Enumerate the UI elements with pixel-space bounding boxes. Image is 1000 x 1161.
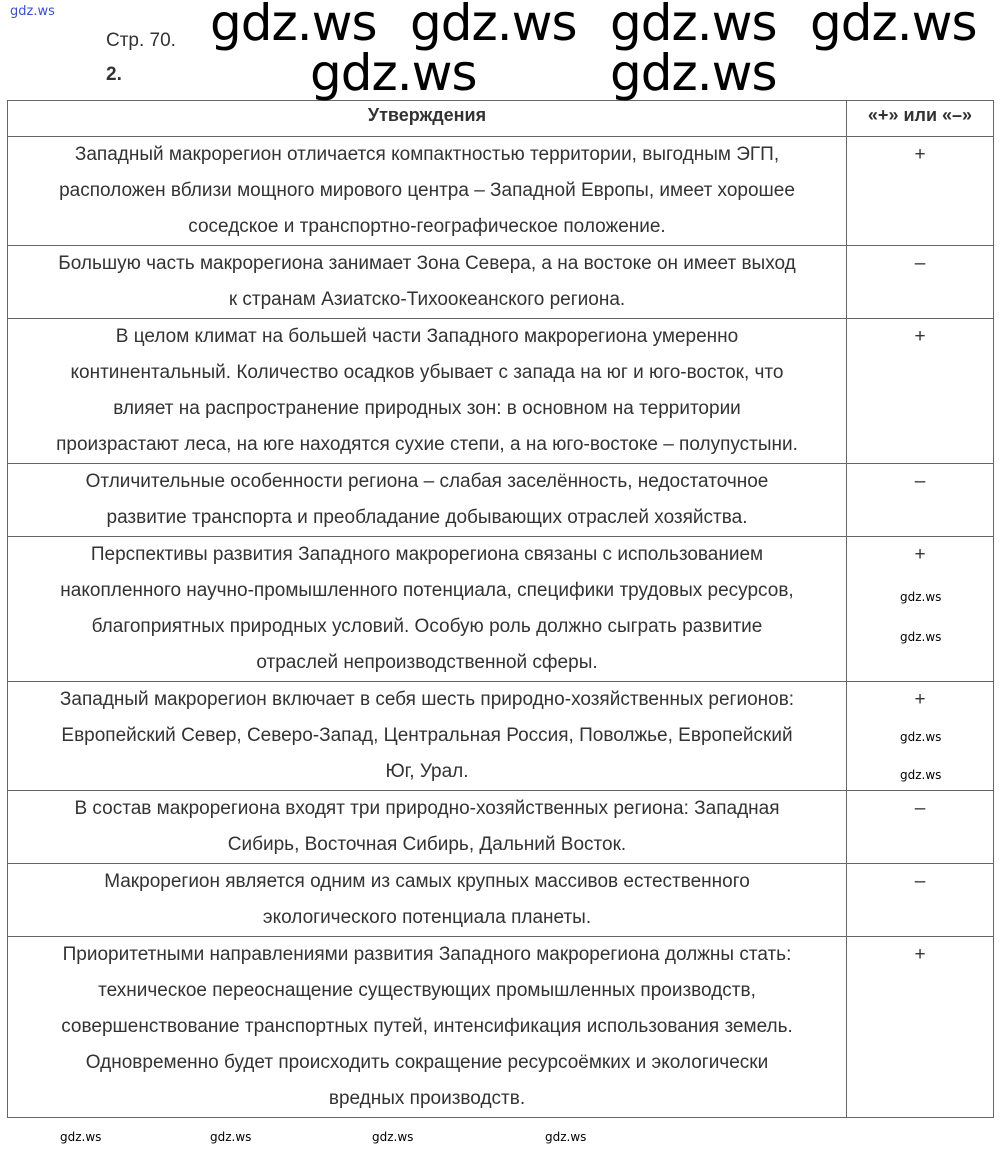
statement-line: к странам Азиатско-Тихоокеанского региона. [228, 289, 626, 310]
table-row [8, 937, 994, 1118]
statement-line: вредных производств. [328, 1088, 526, 1109]
watermark: gdz.ws [900, 590, 942, 604]
statement-line: Отличительные особенности региона – слабая заселённость, недостаточное [85, 471, 769, 492]
watermark: gdz.ws [900, 630, 942, 644]
statement-line: расположен вблизи мощного мирового центра – Западной Европы, имеет хорошее [59, 180, 795, 201]
table-row [8, 682, 994, 791]
statement-line: благоприятных природных условий. Особую роль должно сыграть развитие [91, 616, 763, 637]
watermark: gdz.ws [10, 4, 55, 19]
table-row [8, 864, 994, 937]
watermark: gdz.ws [900, 768, 942, 782]
statement-cell [8, 791, 847, 864]
statement-line: соседское и транспортно-географическое положение. [188, 216, 666, 237]
statement-line: Западный макрорегион включает в себя шесть природно-хозяйственных регионов: [59, 689, 795, 710]
statement-line: Перспективы развития Западного макрорегиона связаны с использованием [90, 544, 764, 565]
answer-mark-cell: – [847, 864, 994, 937]
statement-cell [8, 246, 847, 319]
answer-mark-cell: – [847, 791, 994, 864]
statement-line: отраслей непроизводственной сферы. [256, 652, 598, 673]
statement-line: В целом климат на большей части Западного макрорегиона умеренно [115, 326, 739, 347]
answer-mark-cell: + [847, 682, 994, 791]
table-row [8, 537, 994, 682]
header-plus-minus: «+» или «–» [847, 101, 994, 137]
watermark: gdz.ws [410, 0, 577, 52]
statement-line: Одновременно будет происходить сокращение ресурсоёмких и экологически [85, 1052, 769, 1073]
statement-cell [8, 464, 847, 537]
statement-line: Европейский Север, Северо-Запад, Центральная Россия, Поволжье, Европейский [61, 725, 793, 746]
statement-line: совершенствование транспортных путей, интенсификация использования земель. [61, 1016, 793, 1037]
statement-line: Большую часть макрорегиона занимает Зона Севера, а на востоке он имеет выход [58, 253, 796, 274]
task-number: 2. [106, 64, 122, 85]
header-statements: Утверждения [8, 101, 847, 137]
statement-line: Сибирь, Восточная Сибирь, Дальний Восток. [227, 834, 627, 855]
statement-line: континентальный. Количество осадков убывает с запада на юг и юго-восток, что [70, 362, 784, 383]
answer-mark-cell: + [847, 319, 994, 464]
answer-mark-cell: – [847, 464, 994, 537]
answer-mark-cell: + [847, 937, 994, 1118]
statement-line: Юг, Урал. [385, 761, 469, 782]
statements-table [7, 100, 994, 1118]
watermark: gdz.ws [900, 730, 942, 744]
table-row [8, 319, 994, 464]
table-row [8, 464, 994, 537]
watermark: gdz.ws [545, 1130, 587, 1144]
table-row [8, 791, 994, 864]
statement-line: техническое переоснащение существующих промышленных производств, [98, 980, 756, 1001]
statement-cell [8, 537, 847, 682]
watermark: gdz.ws [60, 1130, 102, 1144]
watermark: gdz.ws [210, 1130, 252, 1144]
statement-line: накопленного научно-промышленного потенциала, специфики трудовых ресурсов, [60, 580, 794, 601]
statement-line: произрастают леса, на юге находятся сухие степи, а на юго-востоке – полупустыни. [56, 434, 798, 455]
statement-line: Приоритетными направлениями развития Западного макрорегиона должны стать: [62, 944, 792, 965]
statement-cell [8, 682, 847, 791]
answer-mark-cell: + [847, 137, 994, 246]
statement-cell [8, 937, 847, 1118]
table-header-row [8, 101, 994, 137]
watermark: gdz.ws [210, 0, 377, 52]
page-reference: Стр. 70. [106, 30, 176, 51]
statement-cell [8, 319, 847, 464]
watermark: gdz.ws [610, 0, 777, 52]
statement-line: В состав макрорегиона входят три природно-хозяйственных региона: Западная [74, 798, 780, 819]
answer-mark-cell: + [847, 537, 994, 682]
statement-line: Макрорегион является одним из самых крупных массивов естественного [104, 871, 750, 892]
watermark: gdz.ws [810, 0, 977, 52]
watermark: gdz.ws [610, 44, 777, 102]
watermark: gdz.ws [310, 44, 477, 102]
statement-line: влияет на распространение природных зон: в основном на территории [113, 398, 741, 419]
statement-cell [8, 137, 847, 246]
statement-cell [8, 864, 847, 937]
statement-line: Западный макрорегион отличается компактностью территории, выгодным ЭГП, [74, 144, 780, 165]
watermark: gdz.ws [372, 1130, 414, 1144]
statement-line: развитие транспорта и преобладание добывающих отраслей хозяйства. [106, 507, 748, 528]
table-row [8, 246, 994, 319]
table-row [8, 137, 994, 246]
answer-mark-cell: – [847, 246, 994, 319]
statement-line: экологического потенциала планеты. [262, 907, 592, 928]
